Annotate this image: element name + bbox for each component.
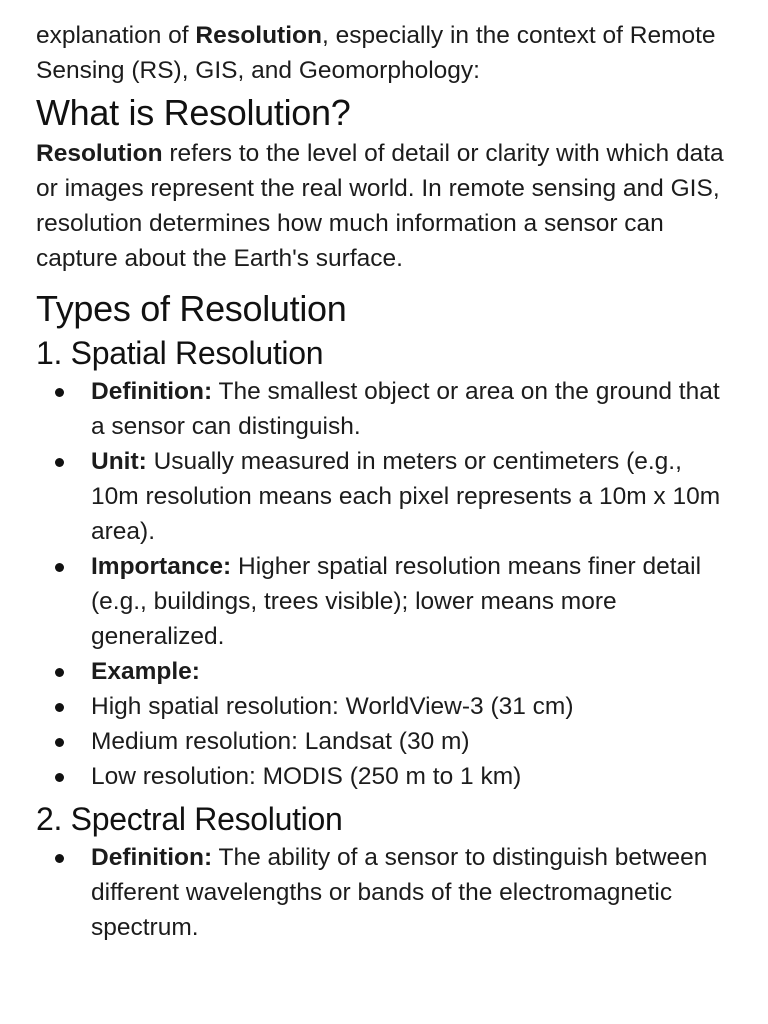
spectral-resolution-heading: 2. Spectral Resolution	[36, 801, 343, 837]
list-item-label: Unit:	[91, 448, 147, 475]
list-item-text: The ability of a sensor to distinguish between different wavelengths or bands of the electromagnetic spectrum.	[91, 844, 708, 941]
list-item	[36, 444, 736, 549]
types-of-resolution-heading: Types of Resolution	[36, 288, 347, 329]
document-content	[36, 18, 736, 945]
list-item-text: Medium resolution: Landsat (30 m)	[91, 728, 470, 755]
list-item-text: Usually measured in meters or centimeters (e.g., 10m resolution means each pixel represents a 10m x 10m area).	[91, 448, 721, 545]
list-item-text: High spatial resolution: WorldView-3 (31 cm)	[91, 693, 574, 720]
intro-suffix: , especially in the context of Remote Sensing (RS), GIS, and Geomorphology:	[36, 22, 716, 84]
list-item	[36, 549, 736, 654]
spatial-resolution-heading: 1. Spatial Resolution	[36, 335, 324, 371]
spatial-resolution-list	[36, 374, 736, 794]
list-item-label: Definition:	[91, 844, 213, 871]
list-item	[36, 689, 736, 724]
definition-paragraph	[36, 136, 736, 276]
intro-paragraph	[36, 18, 736, 88]
list-item-text: Higher spatial resolution means finer detail (e.g., buildings, trees visible); lower means more generalized.	[91, 553, 702, 650]
what-is-resolution-heading: What is Resolution?	[36, 92, 351, 133]
list-item	[36, 374, 736, 444]
list-item-label: Example:	[91, 658, 200, 685]
list-item	[36, 840, 736, 945]
spectral-resolution-list	[36, 840, 736, 945]
list-item	[36, 724, 736, 759]
list-item-label: Definition:	[91, 378, 213, 405]
list-item-text: Low resolution: MODIS (250 m to 1 km)	[91, 763, 522, 790]
list-item-label: Importance:	[91, 553, 232, 580]
definition-text: refers to the level of detail or clarity with which data or images represent the real world. In remote sensing and GIS, resolution determines how much information a sensor can capture about the Earth's surface.	[36, 140, 724, 272]
list-item-text: The smallest object or area on the ground that a sensor can distinguish.	[91, 378, 720, 440]
list-item	[36, 759, 736, 794]
intro-bold-term: Resolution	[195, 22, 322, 49]
list-item	[36, 654, 736, 689]
definition-bold-term: Resolution	[36, 140, 163, 167]
intro-prefix: explanation of	[36, 22, 196, 49]
